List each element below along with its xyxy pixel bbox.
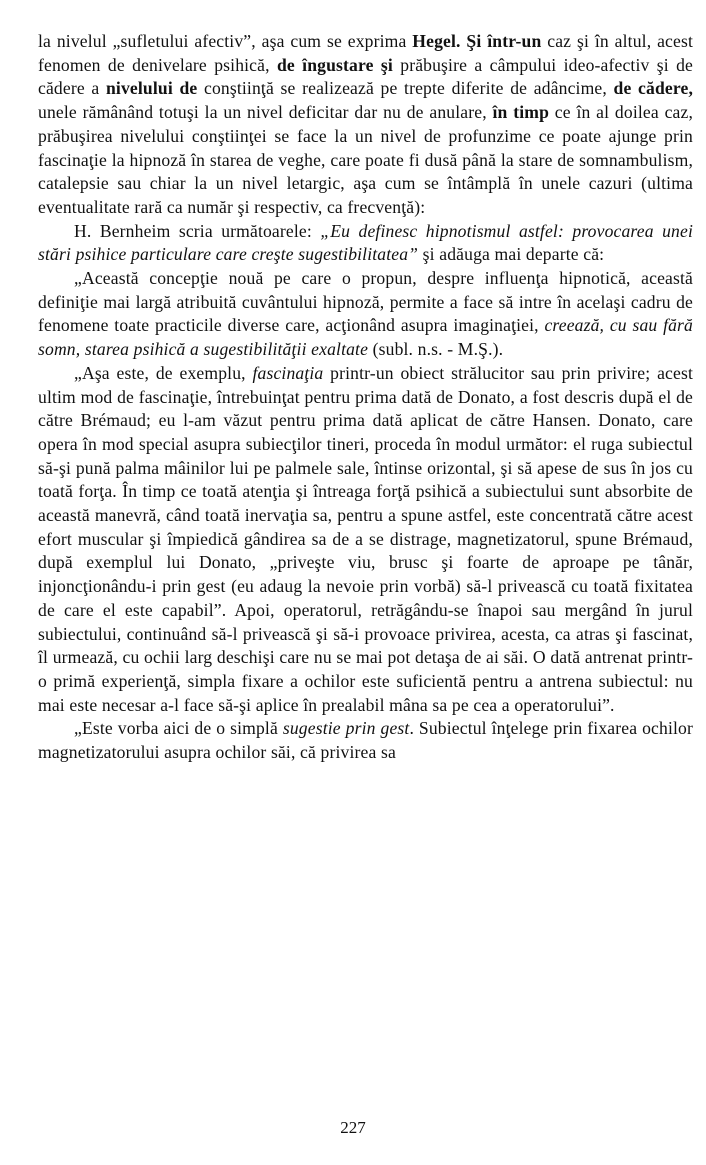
- bold-text-run: nivelului de: [106, 78, 198, 99]
- text-run: „Această concepţie nouă pe care o propun, despre influenţa hipnotică, această definiţie mai largă atribuită cuvântului hipnoză, permite a face să intre în acelaşi cadru de fenomene toate practicile diverse care, acţionând asupra imaginaţiei,: [38, 268, 693, 336]
- italic-text-run: creează, cu sau fără somn, starea psihică a sugestibilităţii exaltate: [38, 315, 693, 360]
- italic-text-run: „Eu definesc hipnotismul astfel: provocarea unei stări psihice particulare care creşte sugestibilitatea”: [38, 220, 693, 265]
- text-run: la nivelul „sufletului afectiv”, aşa cum se exprima: [38, 31, 413, 51]
- page-body: [38, 30, 693, 765]
- text-run: . Subiectul înţelege prin fixarea ochilor magnetizatorului asupra ochilor săi, că privirea sa: [38, 718, 693, 763]
- paragraph-gesture-suggestion: [38, 717, 693, 764]
- paragraph-bernheim-intro: [38, 220, 693, 267]
- text-run: şi adăuga mai departe că:: [418, 244, 605, 265]
- text-run: (subl. n.s. - M.Ş.).: [368, 339, 504, 360]
- text-run: unele rămânând totuşi la un nivel deficitar dar nu de anulare,: [38, 102, 493, 123]
- text-run: „Aşa este, de exemplu,: [74, 362, 253, 383]
- text-run: „Este vorba aici de o simplă: [74, 718, 283, 739]
- text-run: prăbuşire a câmpului ideo-afectiv şi de cădere a: [38, 54, 694, 99]
- paragraph-hegel: [38, 30, 693, 220]
- text-run: ce în al doilea caz, prăbuşirea nivelului conştiinţei se face la un nivel de profunzime ce poate ajunge prin fascinaţie la hipnoză în starea de veghe, care poate fi dusă până la stare de somnambulism, catalepsie sau chiar la un nivel letargic, aşa cum se întâmplă în unele cazuri (ultima eventualitate rară ca număr şi respectiv, ca frecvenţă):: [38, 102, 693, 217]
- text-run: H. Bernheim scria următoarele:: [74, 220, 321, 241]
- text-run: printr-un obiect strălucitor sau prin privire; acest ultim mod de fascinaţie, întrebuinţat pentru prima dată de Donato, a fost descris după el de către Brémaud; eu l-am văzut pentru prima dată aplicat de către Hansen. Donato, care opera în mod special asupra subiecţilor tineri, proceda în modul următor: el ruga subiectul să-şi pună palma mâinilor lui pe palmele sale, întinse orizontal, şi să apese de sus în jos cu toată forţa. În timp ce toată atenţia şi întreaga forţă psihică a subiectului sunt absorbite de această manevră, când toată inervaţia sa, pentru a spune astfel, este concentrată către acest efort muscular şi împiedică gândirea sa de a se distrage, magnetizatorul, spune Brémaud, după exemplul lui Donato, „priveşte viu, brusc şi foarte de aproape pe tânăr, injoncţionându-i prin gest (eu adaug la nevoie prin vorbă) să-l privească cu toată fixitatea de care el este capabil”. Apoi, operatorul, retrăgându-se înapoi sau mergând în jurul subiectului, continuând să-l privească şi să-i provoace privirea, acesta, ca atras şi fascinat, îl urmează, cu ochii larg deschişi care nu se mai pot detaşa de ai săi. O dată antrenat printr-o primă experienţă, simpla fixare a ochilor este suficientă pentru a antrena subiectul: nu mai este necesar a-l face să-şi aplice în prealabil mâna sa pe cea a operatorului”.: [38, 362, 693, 715]
- italic-text-run: sugestie prin gest: [282, 718, 410, 739]
- text-run: caz şi în altul, acest fenomen de denivelare psihică,: [38, 31, 694, 75]
- italic-text-run: fascinaţia: [252, 362, 324, 383]
- text-run: conştiinţă se realizează pe trepte diferite de adâncime,: [197, 78, 614, 99]
- paragraph-bernheim-quote: [38, 267, 693, 362]
- bold-text-run: de cădere,: [613, 78, 694, 99]
- bold-text-run: de îngustare şi: [276, 54, 393, 75]
- page-number: 227: [340, 1118, 366, 1137]
- paragraph-donato: [38, 362, 693, 718]
- bold-text-run: Hegel. Şi într-un: [412, 31, 542, 51]
- bold-text-run: în timp: [492, 102, 550, 123]
